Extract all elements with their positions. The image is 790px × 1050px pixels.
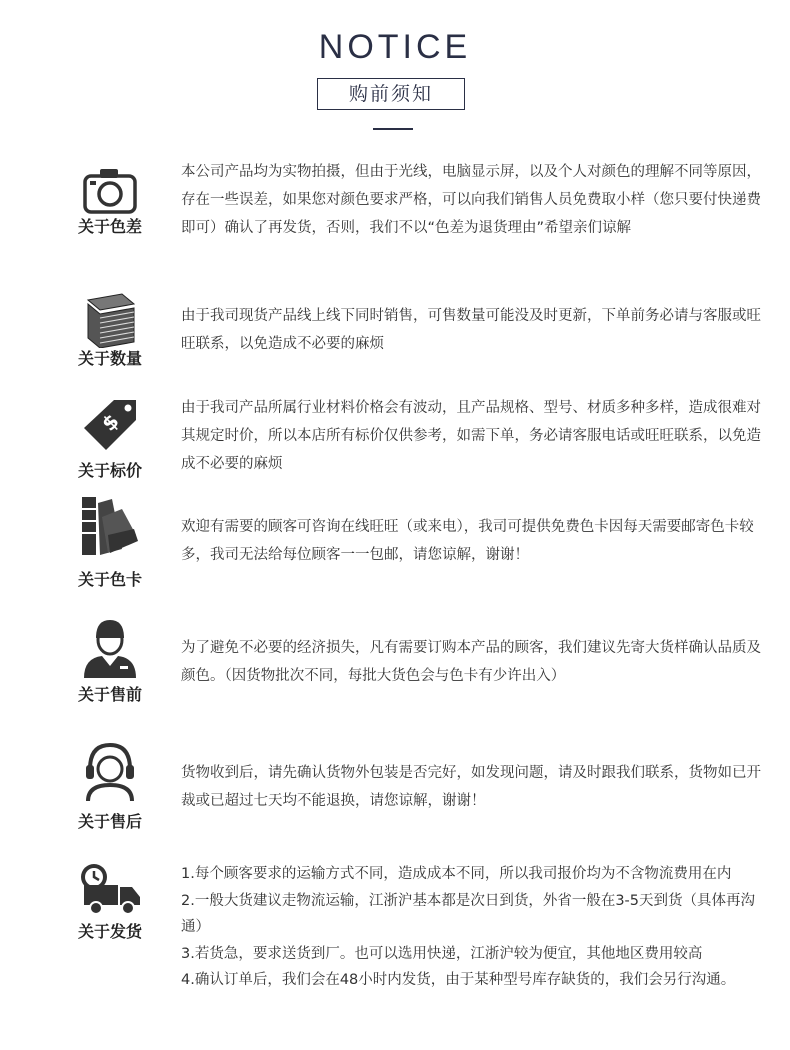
section-label: 关于色卡 xyxy=(77,570,142,589)
divider xyxy=(373,128,413,130)
section-text: 由于我司现货产品线上线下同时销售，可售数量可能没及时更新，下单前务必请与客服或旺旺联系，以免造成不必要的麻烦 xyxy=(181,308,761,352)
shipping-item: 1.每个顾客要求的运输方式不同，造成成本不同，所以我司报价均为不含物流费用在内 xyxy=(181,866,732,882)
svg-text:$: $ xyxy=(96,408,124,436)
notice-subtitle: 购前须知 xyxy=(317,78,465,110)
section-label: 关于数量 xyxy=(77,349,142,368)
notice-title: NOTICE xyxy=(318,28,472,66)
section-text: 为了避免不必要的经济损失，凡有需要订购本产品的顾客，我们建议先寄大货样确认品质及颜色。（因货物批次不同，每批大货色会与色卡有少许出入） xyxy=(181,640,761,684)
shipping-item: 2.一般大货建议走物流运输，江浙沪基本都是次日到货，外省一般在3-5天到货（具体再沟通） xyxy=(181,892,756,935)
section-label: 关于售前 xyxy=(77,685,142,704)
price-tag-icon xyxy=(78,396,142,452)
paper-stack-icon xyxy=(78,292,142,348)
section-label: 关于标价 xyxy=(77,461,142,480)
section-label: 关于发货 xyxy=(77,922,142,941)
headset-icon xyxy=(78,739,142,803)
section-text xyxy=(181,861,761,994)
section-text: 本公司产品均为实物拍摄，但由于光线，电脑显示屏，以及个人对颜色的理解不同等原因，存在一些误差，如果您对颜色要求严格，可以向我们销售人员免费取小样（您只要付快递费即可）确认了再发货，否则，我们不以“色差为退货理由”希望亲们谅解 xyxy=(181,164,761,236)
salesperson-icon xyxy=(78,616,142,680)
shipping-item: 3.若货急，要求送货到厂。也可以选用快递，江浙沪较为便宜，其他地区费用较高 xyxy=(181,945,703,962)
section-text: 由于我司产品所属行业材料价格会有波动，且产品规格、型号、材质多种多样，造成很难对其规定时价，所以本店所有标价仅供参考，如需下单，务必请客服电话或旺旺联系，以免造成不必要的麻烦 xyxy=(181,400,761,472)
shipping-item: 4.确认订单后，我们会在48小时内发货，由于某种型号库存缺货的，我们会另行沟通。 xyxy=(181,972,736,988)
section-text: 货物收到后，请先确认货物外包装是否完好，如发现问题，请及时跟我们联系，货物如已开裁或已超过七天均不能退换，请您谅解，谢谢！ xyxy=(181,765,761,809)
section-text: 欢迎有需要的顾客可咨询在线旺旺（或来电），我司可提供免费色卡因每天需要邮寄色卡较多，我司无法给每位顾客一一包邮，请您谅解，谢谢！ xyxy=(181,519,754,563)
section-label: 关于售后 xyxy=(77,812,142,831)
color-swatch-icon xyxy=(78,495,142,559)
delivery-truck-icon xyxy=(78,861,142,917)
section-label: 关于色差 xyxy=(77,217,142,236)
camera-icon xyxy=(78,164,142,220)
